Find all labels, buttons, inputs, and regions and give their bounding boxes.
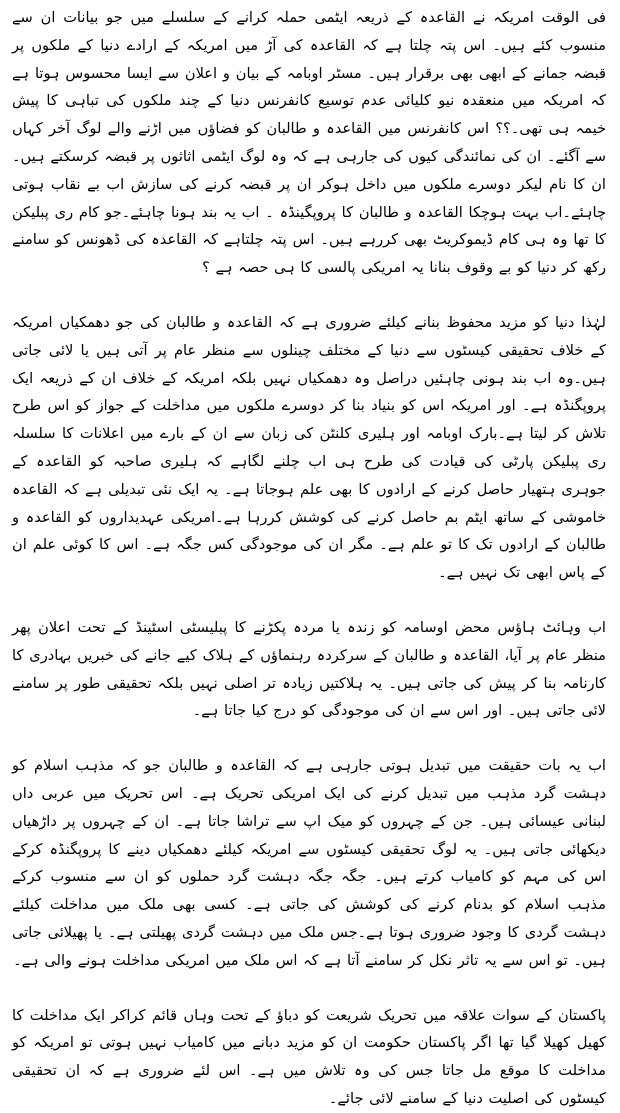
paragraph-4: اب یہ بات حقیقت میں تبدیل ہوتی جارہی ہے کہ القاعدہ و طالبان جو کہ مذہب اسلام کو دہشت گرد مذہب میں تبدیل کرنے کی ایک امریکی تحریک ہے۔ اس تحریک میں عربی داں لبنانی عیسائی ہیں۔ جن کے چہروں کو میک اپ سے تراشا جاتا ہے۔ ان کے چہروں پر داڑھیاں دیکھائی جاتی ہیں۔ یہ لوگ تحقیقی کیسٹوں سے امریکہ کیلئے دھمکیاں دینے کا پروپگنڈہ کرکے اس کی مہم کو کامیاب کرتے ہیں۔ جگہ جگہ دہشت گرد حملوں کو ان سے منسوب کرکے مذہب اسلام کو بدنام کرنے کی کوشش کی جاتی ہے۔ کسی بھی ملک میں مداخلت کیلئے دہشت گردی کا وجود ضروری ہوتا ہے۔جس ملک میں دہشت گردی پھیلتی ہے۔ یا پھیلائی جاتی ہیں۔ تو اس سے یہ تاثر نکل کر سامنے آتا ہے کہ اس ملک میں امریکی مداخلت ہونے والی ہے۔: [12, 757, 606, 969]
paragraph-1: فی الوقت امریکہ نے القاعدہ کے ذریعہ ایٹمی حملہ کرانے کے سلسلے میں جو بیانات ان سے منسوب کئے ہیں۔ اس پتہ چلتا ہے کہ القاعدہ کی آڑ میں امریکہ کے ارادے دنیا کے ملکوں پر قبضہ جمانے کے ابھی بھی برقرار ہیں۔ مسٹر اوبامہ کے بیان و اعلان سے ایسا محسوس ہوتا ہے کہ امریکہ میں منعقدہ نیو کلیائی عدم توسیع کانفرنس دنیا کے چند ملکوں کی تباہی کا پیش خیمہ ہی تھی۔؟؟ اس کانفرنس میں القاعدہ و طالبان کو فضاؤں میں اڑنے والے لوگ آخر کہاں سے آگئے۔ ان کی نمائندگی کیوں کی جارہی ہے کہ وہ لوگ ایٹمی اثاثوں پر قبضہ کرسکتے ہیں۔ ان کا نام لیکر دوسرے ملکوں میں داخل ہوکر ان پر قبضہ کرنے کی سازش اب بے نقاب ہوتی چاہئے۔اب بہت ہوچکا القاعدہ و طالبان کا پروپگینڈہ ۔ اب یہ بند ہونا چاہئے۔جو کام ری پبلیکن کا تھا وہ ہی کام ڈیموکریٹ بھی کررہے ہیں۔ اس پتہ چلتاہے کہ القاعدہ کی ڈھونس کو سامنے رکھ کر دنیا کو بے وقوف بنانا یہ امریکی پالسی کا ہی حصہ ہے ؟: [12, 9, 606, 277]
paragraph-3: اب وہائٹ ہاؤس محض اوسامہ کو زندہ یا مردہ پکڑنے کا پبلیسٹی اسٹینڈ کے تحت اعلان پھر منظر عام پر آیا، القاعدہ و طالبان کے سرکردہ رہنماؤں کے ہلاک کیے جانے کی خبریں بہادری کا کارنامہ بنا کر پیش کی جاتی ہیں۔ یہ ہلاکتیں زیادہ تر اصلی نہیں بلکہ تحقیقی طور پر سامنے لائی جاتی ہیں۔ اور اس سے ان کی موجودگی کو درج کیا جاتا ہے۔: [12, 618, 606, 720]
paragraph-2: لہٰذا دنیا کو مزید محفوظ بنانے کیلئے ضروری ہے کہ القاعدہ و طالبان کی جو دھمکیاں امریکہ کے خلاف تحقیقی کیسٹوں سے دنیا کے مختلف چینلوں سے منظر عام پر آتی ہیں یا لائی جاتی ہیں۔وہ اب بند ہونی چاہئیں دراصل وہ دھمکیاں نہیں بلکہ امریکہ کے خلاف ان کے ذریعہ ایک پروپگنڈہ ہے۔ اور امریکہ اس کو بنیاد بنا کر دوسرے ملکوں میں مداخلت کے جواز کو اس طرح تلاش کر لیتا ہے۔بارک اوبامہ اور ہلیری کلنٹن کی زبان سے ان کے بارے میں اعلانات کا سلسلہ ری پبلیکن پارٹی کی قیادت کی طرح ہی اب چلنے لگاہے کہ ہلیری صاحبہ کو القاعدہ کے جوہری ہتھیار حاصل کرنے کے ارادوں کا بھی علم ہوجاتا ہے۔ یہ ایک نئی تبدیلی ہے کہ القاعدہ خاموشی کے ساتھ ایٹم بم حاصل کرنے کی کوشش کررہا ہے۔امریکی عہدیداروں کو القاعدہ و طالبان کے ارادوں تک کا تو علم ہے۔ مگر ان کی موجودگی کس جگہ ہے۔ اس کا کوئی علم ان کے پاس ابھی تک نہیں ہے۔: [12, 313, 606, 582]
paragraph-5: پاکستان کے سوات علاقہ میں تحریک شریعت کو دباؤ کے تحت وہاں قائم کراکر ایک مداخلت کا کھیل کھیلا گیا تھا اگر پاکستان حکومت ان کو مزید دبانے میں کامیاب نہیں ہوتی تو امریکہ کو مداخلت کا موقع مل جاتا جس کی وہ تلاش میں ہے۔ اس لئے ضروری ہے کہ ان تحقیقی کیسٹوں کی اصلیت دنیا کے سامنے لائی جائے۔: [12, 1006, 606, 1107]
